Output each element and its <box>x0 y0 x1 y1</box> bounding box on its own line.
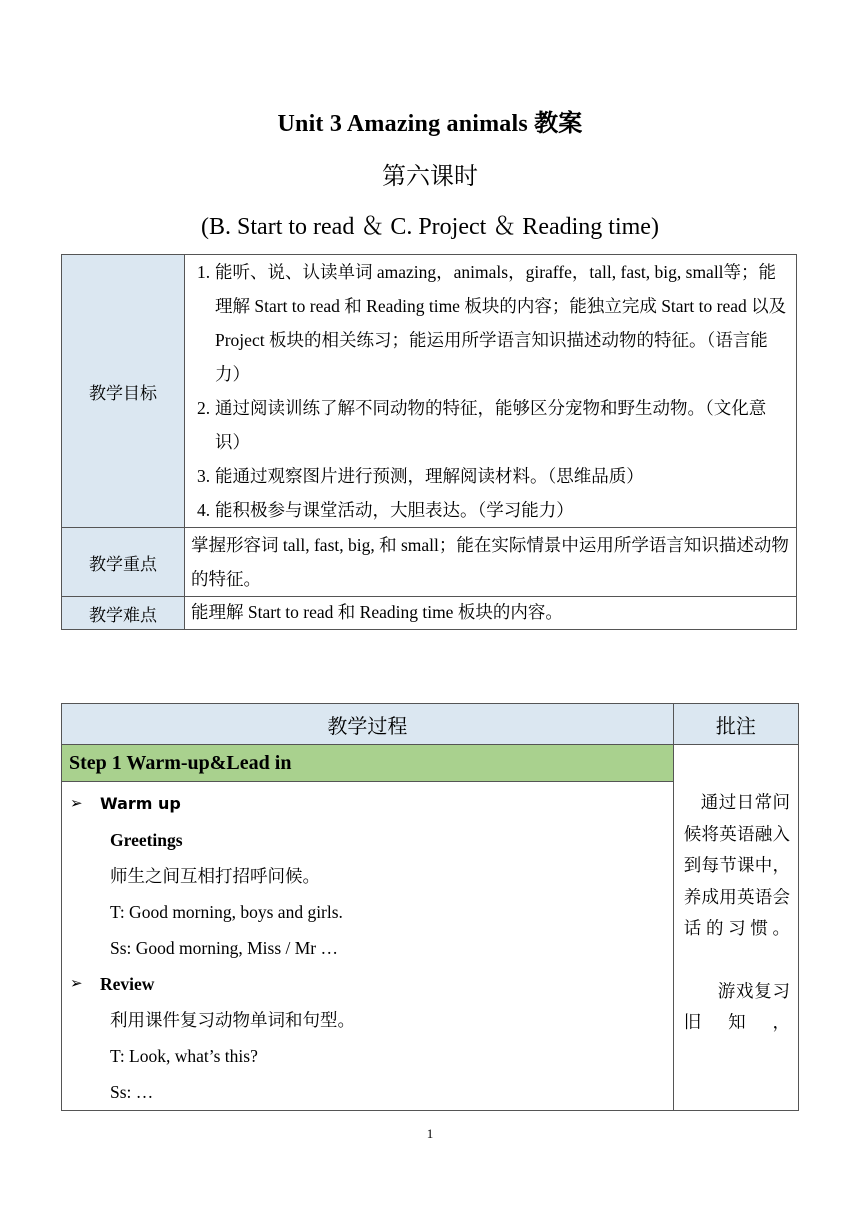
objective-number: 1. <box>197 262 211 282</box>
objective-number: 4. <box>197 500 211 520</box>
note-text: 通过日常问候将英语融入到每节课中，养成用英语会话的习惯。 <box>683 792 790 938</box>
review-item <box>70 966 673 1002</box>
process-column-header: 教学过程 <box>62 704 674 745</box>
note-text: 游戏复习旧知， <box>683 980 790 1032</box>
warm-up-label: Warm up <box>100 794 181 813</box>
objective-number: 3. <box>197 466 211 486</box>
greetings-desc: 师生之间互相打招呼问候。 <box>110 866 320 886</box>
objective-item <box>191 493 790 527</box>
objective-item <box>191 391 790 459</box>
objective-number: 2. <box>197 398 211 418</box>
objective-item <box>191 459 790 493</box>
step1-content <box>62 782 674 1111</box>
objectives-row <box>62 255 797 528</box>
process-table <box>61 703 799 1111</box>
arrow-bullet-icon: ➢ <box>70 796 83 812</box>
document-title: Unit 3 Amazing animals 教案 <box>277 111 583 137</box>
dialogue-line: T: Look, what’s this? <box>110 1046 258 1066</box>
greetings-label: Greetings <box>110 830 183 850</box>
key-points-label: 教学重点 <box>62 528 185 597</box>
dialogue-line: Ss: Good morning, Miss / Mr … <box>110 938 339 958</box>
difficulties-content: 能理解 Start to read 和 Reading time 板块的内容。 <box>185 597 797 630</box>
objectives-table <box>61 254 797 630</box>
step1-title: Step 1 Warm-up&Lead in <box>62 745 674 782</box>
arrow-bullet-icon: ➢ <box>70 976 83 992</box>
process-header-row <box>62 704 799 745</box>
review-desc: 利用课件复习动物单词和句型。 <box>110 1010 355 1030</box>
review-label: Review <box>100 974 155 994</box>
objective-text: 能积极参与课堂活动，大胆表达。（学习能力） <box>215 500 574 520</box>
dialogue-line: Ss: … <box>110 1082 154 1102</box>
objective-text: 通过阅读训练了解不同动物的特征，能够区分宠物和野生动物。（文化意识） <box>215 398 767 452</box>
key-points-content: 掌握形容词 tall, fast, big, 和 small；能在实际情景中运用所学语言知识描述动物的特征。 <box>185 528 797 597</box>
objective-item <box>191 255 790 391</box>
key-points-row <box>62 528 797 597</box>
notes-column-header: 批注 <box>673 704 798 745</box>
objectives-content <box>185 255 797 528</box>
notes-cell <box>673 745 798 1111</box>
page-number: 1 <box>426 1126 434 1141</box>
objectives-label: 教学目标 <box>62 255 185 528</box>
lesson-number: 第六课时 <box>382 162 478 190</box>
objective-text: 能听、说、认读单词 amazing，animals，giraffe，tall, fast, big, small等；能理解 Start to read 和 Reading time 板块的内容；能独立完成 Start to read 以及 Project 板块的相关练习；能运用所学语言知识描述动物的特征。（语言能力） <box>215 262 787 384</box>
step1-title-row <box>62 745 799 782</box>
difficulties-label: 教学难点 <box>62 597 185 630</box>
objective-text: 能通过观察图片进行预测，理解阅读材料。（思维品质） <box>215 466 644 486</box>
lesson-sections: (B. Start to read ＆ C. Project ＆ Reading time) <box>201 214 659 240</box>
difficulties-row <box>62 597 797 630</box>
dialogue-line: T: Good morning, boys and girls. <box>110 902 343 922</box>
warm-up-item <box>70 786 673 822</box>
